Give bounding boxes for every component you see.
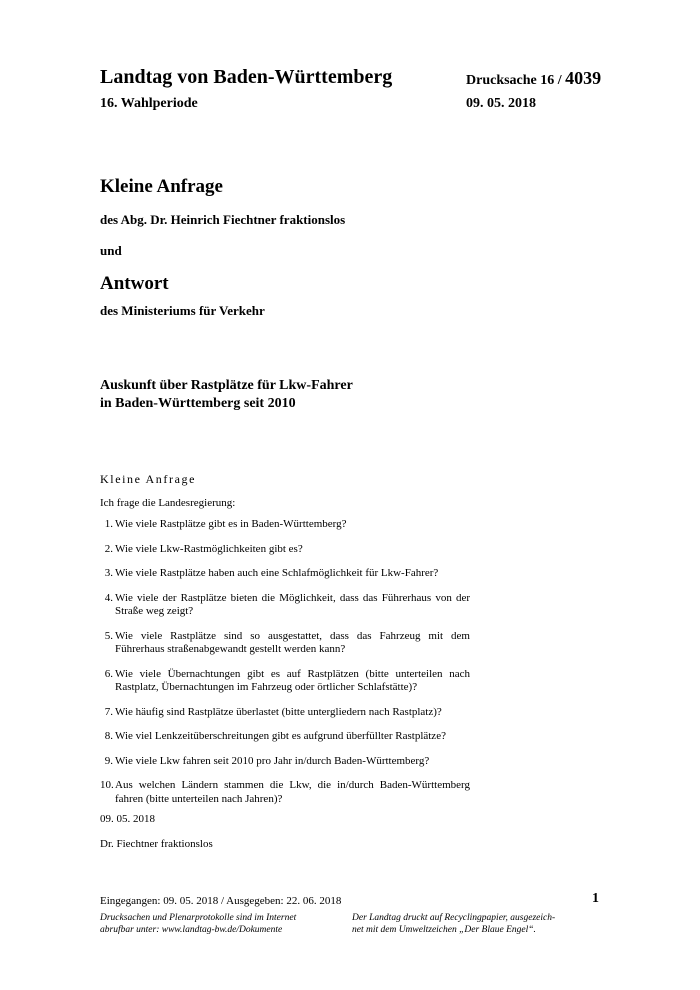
question-number: 1. <box>104 518 113 530</box>
and-word: und <box>100 243 122 258</box>
legislative-period: 16. Wahlperiode <box>100 96 198 111</box>
question-list <box>100 518 470 806</box>
question-text: Wie viele der Rastplätze bieten die Möglichkeit, dass das Führerhaus von der Straße weg zeigt? <box>115 591 470 617</box>
question-number: 3. <box>104 567 113 579</box>
question-text: Wie viele Rastplätze haben auch eine Schlafmöglichkeit für Lkw-Fahrer? <box>115 567 439 579</box>
subject-title <box>100 377 480 413</box>
question-text: Wie häufig sind Rastplätze überlastet (bitte untergliedern nach Rastplatz)? <box>115 705 442 718</box>
question-number: 5. <box>104 629 113 642</box>
question-number: 10. <box>100 779 114 791</box>
page-number: 1 <box>592 891 599 906</box>
question-number: 6. <box>104 667 113 680</box>
answer-author: des Ministeriums für Verkehr <box>100 303 265 318</box>
question-number: 7. <box>104 705 113 718</box>
question-item <box>100 706 470 720</box>
footer-right-line-2: net mit dem Umweltzeichen „Der Blaue Engel“. <box>352 924 536 935</box>
question-item <box>100 779 470 806</box>
section-label: Kleine Anfrage <box>100 472 197 486</box>
question-text: Wie viele Rastplätze sind so ausgestattet, dass das Fahrzeug mit dem Führerhaus straßenabgewandt gestellt werden kann? <box>115 629 470 655</box>
question-item <box>100 668 470 695</box>
question-text: Wie viele Rastplätze gibt es in Baden-Württemberg? <box>115 518 347 530</box>
question-number: 8. <box>104 730 113 742</box>
footer-right-note <box>352 913 578 936</box>
intro-text: Ich frage die Landesregierung: <box>100 497 236 509</box>
question-text: Wie viele Übernachtungen gibt es auf Rastplätzen (bitte unterteilen nach Rastplatz, Übernachtungen im Fahrzeug oder örtlicher Schlafstätte)? <box>115 667 470 693</box>
received-issued-line: Eingegangen: 09. 05. 2018 / Ausgegeben: 22. 06. 2018 <box>100 895 342 907</box>
question-text: Wie viele Lkw-Rastmöglichkeiten gibt es? <box>115 542 303 555</box>
subject-line-2: in Baden-Württemberg seit 2010 <box>100 396 296 411</box>
subject-line-1: Auskunft über Rastplätze für Lkw-Fahrer <box>100 378 353 393</box>
footer-left-line-1: Drucksachen und Plenarprotokolle sind im Internet <box>100 913 297 923</box>
query-heading: Kleine Anfrage <box>100 176 223 197</box>
query-author: des Abg. Dr. Heinrich Fiechtner fraktionslos <box>100 212 346 227</box>
document-date: 09. 05. 2018 <box>466 96 536 111</box>
question-item <box>100 730 470 744</box>
question-text: Wie viel Lenkzeitüberschreitungen gibt es aufgrund überfüllter Rastplätze? <box>115 730 446 742</box>
document-reference <box>466 68 601 89</box>
parliament-title: Landtag von Baden-Württemberg <box>100 66 393 88</box>
question-item <box>100 518 470 532</box>
question-item <box>100 755 470 769</box>
question-text: Aus welchen Ländern stammen die Lkw, die in/durch Baden-Württemberg fahren (bitte unterteilen nach Jahren)? <box>115 779 470 805</box>
question-number: 2. <box>104 542 113 555</box>
question-item <box>100 543 470 557</box>
document-prefix: Drucksache 16 / <box>466 73 566 88</box>
document-number: 4039 <box>565 68 602 88</box>
footer-right-line-1: Der Landtag druckt auf Recyclingpapier, ausgezeich- <box>352 913 556 923</box>
question-text: Wie viele Lkw fahren seit 2010 pro Jahr in/durch Baden-Württemberg? <box>115 754 430 767</box>
question-item <box>100 592 470 619</box>
signature-name: Dr. Fiechtner fraktionslos <box>100 838 213 850</box>
answer-heading: Antwort <box>100 273 169 294</box>
question-number: 4. <box>104 591 113 604</box>
footer-left-line-2: abrufbar unter: www.landtag-bw.de/Dokumente <box>100 924 283 935</box>
question-number: 9. <box>104 754 113 767</box>
question-item <box>100 567 470 581</box>
footer-left-note <box>100 913 336 936</box>
signature-date: 09. 05. 2018 <box>100 813 155 825</box>
question-item <box>100 630 470 657</box>
